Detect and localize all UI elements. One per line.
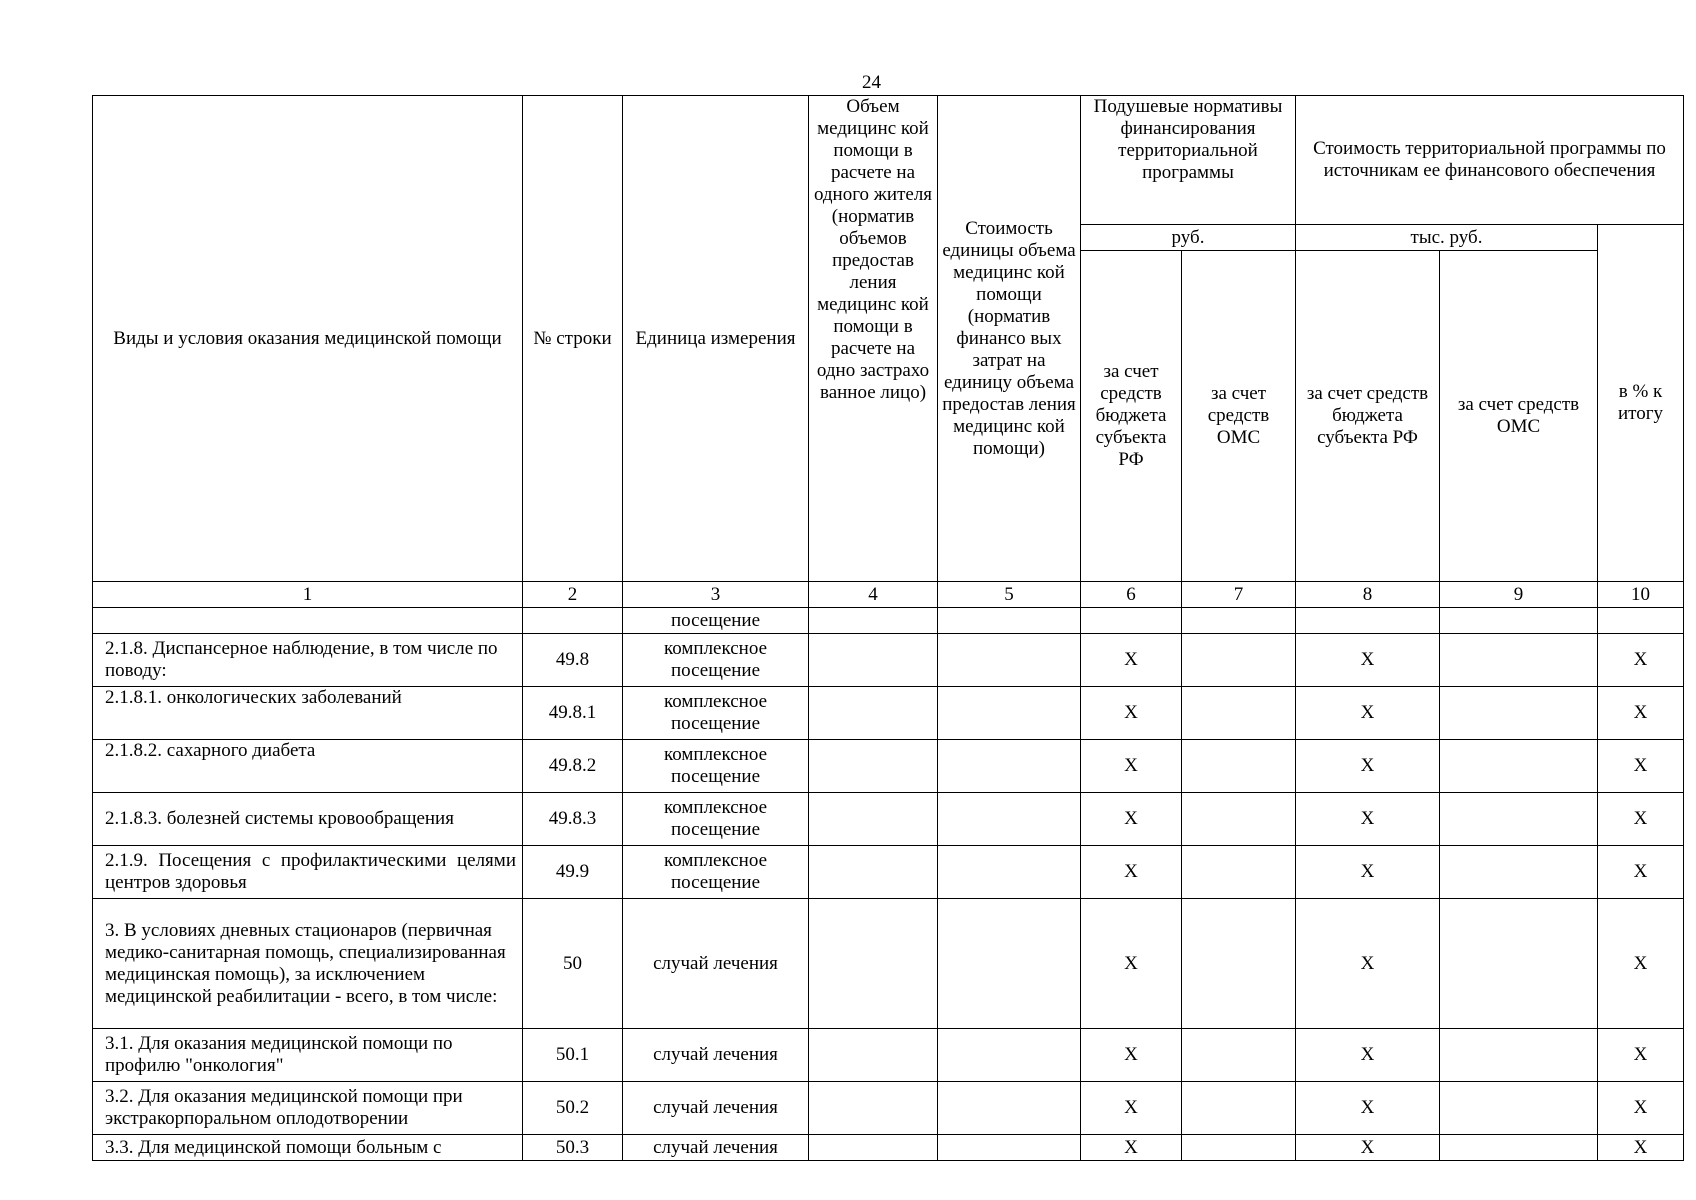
row-line-number: 49.8.3: [523, 793, 623, 846]
header-unit-rub: руб.: [1081, 225, 1296, 251]
row-unit: случай лечения: [623, 1135, 809, 1161]
column-number: 2: [523, 582, 623, 608]
row-oms-thousand: [1440, 740, 1598, 793]
row-oms-rub: [1182, 687, 1296, 740]
row-oms-thousand: [1440, 1135, 1598, 1161]
row-unit: комплексное посещение: [623, 740, 809, 793]
header-unit-cost: Стоимость единицы объема медицинс кой помощи (норматив финансо вых затрат на единицу объема предостав ления медицинс кой помощи): [938, 96, 1081, 582]
row-oms-thousand: [1440, 793, 1598, 846]
row-name: 3.2. Для оказания медицинской помощи при экстракорпоральном оплодотворении: [93, 1082, 523, 1135]
row-budget-thousand: X: [1296, 634, 1440, 687]
row-budget-thousand: X: [1296, 899, 1440, 1029]
column-number: 7: [1182, 582, 1296, 608]
row-unit: случай лечения: [623, 1029, 809, 1082]
row-name: 3. В условиях дневных стационаров (первичная медико-санитарная помощь, специализированная медицинская помощь), за исключением медицинской реабилитации - всего, в том числе:: [93, 899, 523, 1029]
table-row: [93, 608, 1684, 634]
row-line-number: 50.2: [523, 1082, 623, 1135]
row-volume: [809, 608, 938, 634]
row-budget-rub: X: [1081, 793, 1182, 846]
row-name: [93, 608, 523, 634]
row-budget-rub: X: [1081, 634, 1182, 687]
header-per-capita-norms: Подушевые нормативы финансирования территориальной программы: [1081, 96, 1296, 225]
row-oms-rub: [1182, 1135, 1296, 1161]
row-oms-rub: [1182, 899, 1296, 1029]
row-unit-cost: [938, 740, 1081, 793]
row-line-number: 49.8.2: [523, 740, 623, 793]
row-oms-rub: [1182, 1082, 1296, 1135]
row-oms-rub: [1182, 793, 1296, 846]
row-line-number: 49.8.1: [523, 687, 623, 740]
row-unit-cost: [938, 1135, 1081, 1161]
row-line-number: 49.8: [523, 634, 623, 687]
row-name: 3.3. Для медицинской помощи больным с: [93, 1135, 523, 1161]
column-number: 4: [809, 582, 938, 608]
row-percent: X: [1598, 1135, 1684, 1161]
row-oms-rub: [1182, 740, 1296, 793]
table-row: [93, 687, 1684, 740]
row-oms-rub: [1182, 634, 1296, 687]
row-volume: [809, 899, 938, 1029]
row-budget-rub: X: [1081, 1082, 1182, 1135]
row-percent: X: [1598, 846, 1684, 899]
row-volume: [809, 687, 938, 740]
header-unit: Единица измерения: [623, 96, 809, 582]
row-line-number: 50.1: [523, 1029, 623, 1082]
row-percent: [1598, 608, 1684, 634]
row-unit: комплексное посещение: [623, 793, 809, 846]
row-unit-cost: [938, 846, 1081, 899]
row-percent: X: [1598, 793, 1684, 846]
row-oms-thousand: [1440, 608, 1598, 634]
column-number: 8: [1296, 582, 1440, 608]
header-program-cost: Стоимость территориальной программы по источникам ее финансового обеспечения: [1296, 96, 1684, 225]
row-volume: [809, 740, 938, 793]
row-budget-rub: X: [1081, 846, 1182, 899]
row-unit-cost: [938, 687, 1081, 740]
financing-table: [92, 95, 1684, 1161]
header-percent-of-total: в % к итогу: [1598, 225, 1684, 582]
row-unit: комплексное посещение: [623, 687, 809, 740]
page-number: 24: [862, 72, 881, 93]
header-kinds-conditions: Виды и условия оказания медицинской помощи: [93, 96, 523, 582]
row-budget-thousand: X: [1296, 1082, 1440, 1135]
row-budget-thousand: X: [1296, 740, 1440, 793]
row-percent: X: [1598, 1029, 1684, 1082]
column-number: 9: [1440, 582, 1598, 608]
row-oms-thousand: [1440, 899, 1598, 1029]
row-oms-rub: [1182, 846, 1296, 899]
row-name: 2.1.8. Диспансерное наблюдение, в том числе по поводу:: [93, 634, 523, 687]
header-oms-thousand: за счет средств ОМС: [1440, 251, 1598, 582]
header-volume-per-resident: Объем медицинс кой помощи в расчете на одного жителя (норматив объемов предостав ления медицинс кой помощи в расчете на одно застрахо ванное лицо): [809, 96, 938, 582]
row-volume: [809, 846, 938, 899]
header-line-number: № строки: [523, 96, 623, 582]
row-budget-thousand: X: [1296, 846, 1440, 899]
header-oms-rub: за счет средств ОМС: [1182, 251, 1296, 582]
header-budget-rub: за счет средств бюджета субъекта РФ: [1081, 251, 1182, 582]
row-unit: случай лечения: [623, 899, 809, 1029]
row-unit-cost: [938, 1029, 1081, 1082]
row-oms-rub: [1182, 1029, 1296, 1082]
column-number: 1: [93, 582, 523, 608]
row-unit: посещение: [623, 608, 809, 634]
row-budget-rub: [1081, 608, 1182, 634]
row-budget-rub: X: [1081, 1135, 1182, 1161]
table-row: [93, 740, 1684, 793]
row-unit-cost: [938, 634, 1081, 687]
row-oms-rub: [1182, 608, 1296, 634]
row-unit: комплексное посещение: [623, 634, 809, 687]
row-budget-rub: X: [1081, 687, 1182, 740]
column-number: 3: [623, 582, 809, 608]
row-oms-thousand: [1440, 1082, 1598, 1135]
table-row: [93, 899, 1684, 1029]
table-row: [93, 793, 1684, 846]
row-unit-cost: [938, 608, 1081, 634]
row-unit: комплексное посещение: [623, 846, 809, 899]
row-budget-rub: X: [1081, 899, 1182, 1029]
table-row: [93, 1029, 1684, 1082]
row-percent: X: [1598, 740, 1684, 793]
header-budget-thousand: за счет средств бюджета субъекта РФ: [1296, 251, 1440, 582]
row-budget-thousand: [1296, 608, 1440, 634]
header-unit-thousand-rub: тыс. руб.: [1296, 225, 1598, 251]
row-budget-thousand: X: [1296, 1135, 1440, 1161]
column-number: 6: [1081, 582, 1182, 608]
column-number: 10: [1598, 582, 1684, 608]
row-percent: X: [1598, 899, 1684, 1029]
row-percent: X: [1598, 1082, 1684, 1135]
row-unit-cost: [938, 793, 1081, 846]
row-name: 2.1.9. Посещения с профилактическими целями центров здоровья: [93, 846, 523, 899]
column-numbers-row: [93, 582, 1684, 608]
row-budget-rub: X: [1081, 1029, 1182, 1082]
row-volume: [809, 1082, 938, 1135]
row-oms-thousand: [1440, 846, 1598, 899]
row-line-number: 50.3: [523, 1135, 623, 1161]
row-line-number: [523, 608, 623, 634]
row-volume: [809, 1135, 938, 1161]
row-oms-thousand: [1440, 687, 1598, 740]
row-budget-thousand: X: [1296, 1029, 1440, 1082]
table-row: [93, 846, 1684, 899]
row-budget-thousand: X: [1296, 687, 1440, 740]
row-budget-rub: X: [1081, 740, 1182, 793]
row-line-number: 49.9: [523, 846, 623, 899]
column-number: 5: [938, 582, 1081, 608]
row-percent: X: [1598, 687, 1684, 740]
row-oms-thousand: [1440, 634, 1598, 687]
table-row: [93, 634, 1684, 687]
row-volume: [809, 634, 938, 687]
row-oms-thousand: [1440, 1029, 1598, 1082]
table-row: [93, 1135, 1684, 1161]
row-unit-cost: [938, 899, 1081, 1029]
row-name: 2.1.8.1. онкологических заболеваний: [93, 687, 523, 740]
row-name: 2.1.8.3. болезней системы кровообращения: [93, 793, 523, 846]
row-line-number: 50: [523, 899, 623, 1029]
table-row: [93, 1082, 1684, 1135]
row-percent: X: [1598, 634, 1684, 687]
row-name: 3.1. Для оказания медицинской помощи по профилю "онкология": [93, 1029, 523, 1082]
row-name: 2.1.8.2. сахарного диабета: [93, 740, 523, 793]
row-unit: случай лечения: [623, 1082, 809, 1135]
row-volume: [809, 793, 938, 846]
row-budget-thousand: X: [1296, 793, 1440, 846]
row-volume: [809, 1029, 938, 1082]
row-unit-cost: [938, 1082, 1081, 1135]
